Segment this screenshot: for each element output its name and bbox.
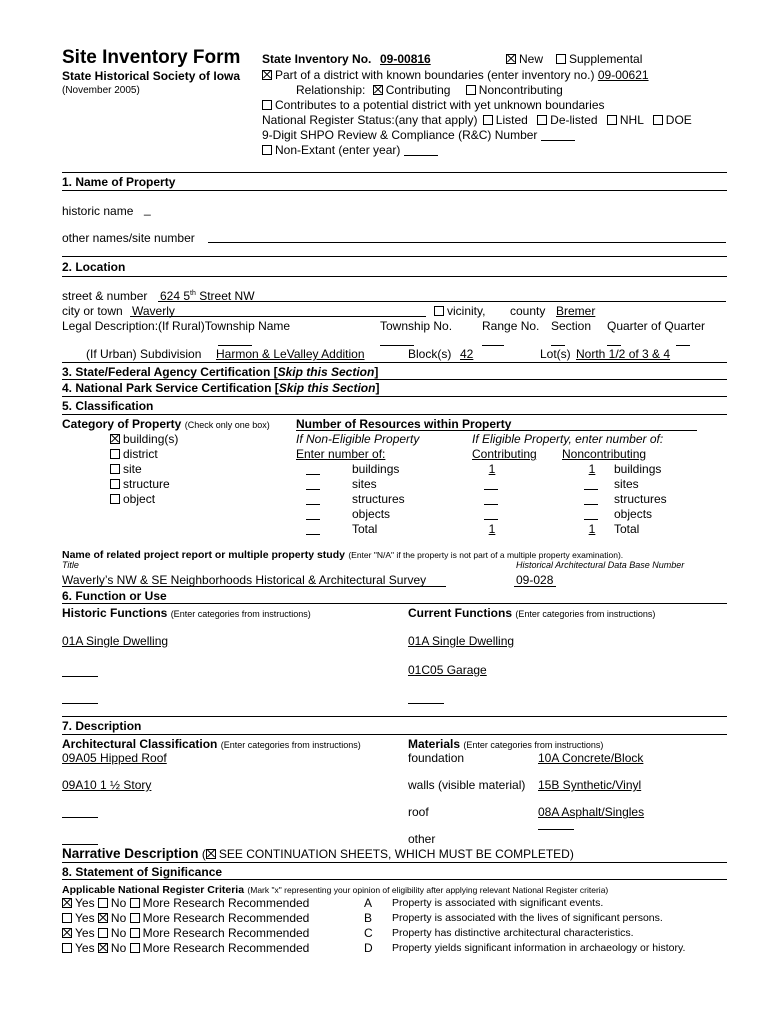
district-number[interactable]: 09-00621 bbox=[597, 68, 649, 82]
contributing-count[interactable]: 1 bbox=[488, 522, 496, 536]
divider bbox=[62, 276, 727, 277]
study-title-underline bbox=[62, 586, 446, 587]
category-site[interactable]: site bbox=[110, 463, 142, 475]
hadb-number-value[interactable]: 09-028 bbox=[516, 573, 554, 587]
delisted-checkbox[interactable] bbox=[537, 115, 547, 125]
section-5-heading: 5. Classification bbox=[62, 399, 154, 413]
related-study-row: Name of related project report or multiple property study (Enter "N/A" if the property is not part of a multiple property examination). bbox=[62, 549, 624, 561]
more-research-checkbox[interactable] bbox=[130, 898, 140, 908]
range-no-label: Range No. bbox=[482, 319, 540, 333]
divider bbox=[62, 716, 727, 717]
section-input[interactable] bbox=[551, 345, 565, 346]
noncontributing-count[interactable] bbox=[584, 493, 598, 505]
criterion-letter: D bbox=[364, 941, 373, 955]
contributing-count[interactable] bbox=[484, 493, 498, 505]
section-4-heading: 4. National Park Service Certification [Skip this Section] bbox=[62, 381, 380, 395]
more-research-checkbox[interactable] bbox=[130, 943, 140, 953]
township-name-input[interactable] bbox=[218, 345, 252, 346]
arch-class-1[interactable]: 09A05 Hipped Roof bbox=[62, 751, 167, 765]
roof-value[interactable]: 08A Asphalt/Singles bbox=[538, 805, 645, 819]
divider bbox=[62, 172, 727, 173]
delisted-label: De-listed bbox=[550, 113, 598, 127]
city-underline bbox=[130, 316, 426, 317]
vicinity-label: vicinity, bbox=[447, 304, 486, 318]
non-eligible-count-input[interactable] bbox=[306, 478, 320, 490]
street-underline bbox=[158, 301, 726, 302]
arch-class-heading: Architectural Classification (Enter categories from instructions) bbox=[62, 737, 361, 751]
inventory-number[interactable]: 09-00816 bbox=[380, 52, 431, 66]
legal-description-label: Legal Description:(If Rural)Township Name bbox=[62, 319, 291, 333]
new-label: New bbox=[519, 52, 544, 66]
current-function-1[interactable]: 01A Single Dwelling bbox=[408, 634, 515, 648]
section-1-heading: 1. Name of Property bbox=[62, 175, 176, 189]
criteria-heading: Applicable National Register Criteria (Mark "x" representing your opinion of eligibility after applying relevant National Register criteria) bbox=[62, 884, 609, 896]
form-title: Site Inventory Form bbox=[62, 47, 241, 68]
district-checkbox[interactable] bbox=[262, 70, 272, 80]
enter-number-label: Enter number of: bbox=[296, 447, 386, 461]
arch-class-3[interactable] bbox=[62, 817, 98, 818]
county-label: county bbox=[510, 304, 546, 318]
noncontributing-count[interactable] bbox=[584, 478, 598, 490]
no-label: No bbox=[110, 911, 127, 925]
contributing-count[interactable]: 1 bbox=[488, 462, 496, 476]
historic-functions-heading: Historic Functions (Enter categories from instructions) bbox=[62, 606, 311, 620]
district-option[interactable] bbox=[262, 69, 649, 81]
resources-heading: Number of Resources within Property bbox=[296, 417, 512, 431]
potential-district-option[interactable] bbox=[262, 99, 605, 111]
supplemental-label: Supplemental bbox=[569, 52, 643, 66]
criterion-row bbox=[62, 927, 309, 939]
walls-label: walls (visible material) bbox=[408, 778, 526, 792]
block-label: Block(s) bbox=[408, 347, 452, 361]
current-function-3[interactable] bbox=[408, 703, 444, 704]
historic-name-label: historic name bbox=[62, 204, 134, 218]
divider bbox=[62, 734, 727, 735]
criterion-letter: C bbox=[364, 926, 373, 940]
criterion-row bbox=[62, 912, 309, 924]
nonextant-checkbox[interactable] bbox=[262, 145, 272, 155]
resource-label: buildings bbox=[352, 462, 400, 476]
nonextant-label: Non-Extant (enter year) bbox=[275, 143, 401, 157]
hadb-label: Historical Architectural Data Base Number bbox=[516, 560, 685, 570]
criterion-row bbox=[62, 942, 309, 954]
contributing-count[interactable] bbox=[484, 508, 498, 520]
urban-subdivision-label: (If Urban) Subdivision bbox=[86, 347, 202, 361]
nonextant-option[interactable] bbox=[262, 144, 438, 156]
current-function-2[interactable]: 01C05 Garage bbox=[408, 663, 487, 677]
street-value[interactable]: 624 5th Street NW bbox=[160, 289, 255, 303]
hadb-underline bbox=[514, 586, 556, 587]
yes-checkbox[interactable] bbox=[62, 913, 72, 923]
more-research-checkbox[interactable] bbox=[130, 928, 140, 938]
resource-label-eligible: buildings bbox=[614, 462, 662, 476]
new-option[interactable] bbox=[506, 53, 543, 65]
inventory-label: State Inventory No. bbox=[262, 52, 372, 66]
quarter-label: Quarter of Quarter bbox=[607, 319, 706, 333]
section-2-heading: 2. Location bbox=[62, 260, 126, 274]
category-building[interactable]: building(s) bbox=[110, 433, 178, 445]
section-8-heading: 8. Statement of Significance bbox=[62, 865, 223, 879]
potential-district-label: Contributes to a potential district with yet unknown boundaries bbox=[275, 98, 605, 112]
more-research-label: More Research Recommended bbox=[142, 896, 310, 910]
category-heading: Category of Property (Check only one box) bbox=[62, 417, 270, 431]
range-no-input[interactable] bbox=[482, 345, 504, 346]
listed-label: Listed bbox=[495, 113, 528, 127]
other-label: other bbox=[408, 832, 436, 846]
eligible-label: If Eligible Property, enter number of: bbox=[472, 432, 664, 446]
shpo-label: 9-Digit SHPO Review & Compliance (R&C) Number bbox=[262, 128, 538, 142]
category-structure[interactable]: structure bbox=[110, 478, 170, 490]
yes-checkbox[interactable] bbox=[62, 898, 72, 908]
foundation-label: foundation bbox=[408, 751, 465, 765]
potential-district-checkbox[interactable] bbox=[262, 100, 272, 110]
section-7-heading: 7. Description bbox=[62, 719, 142, 733]
district-label: Part of a district with known boundaries (enter inventory no.) bbox=[275, 68, 595, 82]
shpo-input[interactable] bbox=[541, 130, 575, 141]
yes-label: Yes bbox=[75, 911, 95, 925]
other-names-input[interactable] bbox=[208, 242, 726, 243]
no-label: No bbox=[110, 896, 127, 910]
site-checkbox[interactable] bbox=[110, 464, 120, 474]
quarter-of-quarter-input[interactable] bbox=[676, 345, 690, 346]
more-research-label: More Research Recommended bbox=[142, 911, 310, 925]
vicinity-option[interactable] bbox=[434, 305, 485, 317]
current-functions-heading: Current Functions (Enter categories from instructions) bbox=[408, 606, 656, 620]
no-checkbox[interactable] bbox=[98, 943, 108, 953]
category-object[interactable]: object bbox=[110, 493, 155, 505]
materials-heading: Materials (Enter categories from instructions) bbox=[408, 737, 604, 751]
resource-label-eligible: objects bbox=[614, 507, 653, 521]
other-names-label: other names/site number bbox=[62, 231, 195, 245]
divider bbox=[62, 603, 727, 604]
contributing-label: Contributing bbox=[385, 83, 451, 97]
county-value[interactable]: Bremer bbox=[556, 304, 596, 318]
resource-label: sites bbox=[352, 477, 377, 491]
lots-label: Lot(s) bbox=[540, 347, 571, 361]
object-checkbox[interactable] bbox=[110, 494, 120, 504]
arch-class-2[interactable]: 09A10 1 ½ Story bbox=[62, 778, 152, 792]
criterion-text: Property yields significant information in archaeology or history. bbox=[392, 942, 686, 954]
supplemental-checkbox[interactable] bbox=[556, 54, 566, 64]
section-6-heading: 6. Function or Use bbox=[62, 589, 167, 603]
historic-function-1[interactable]: 01A Single Dwelling bbox=[62, 634, 169, 648]
divider bbox=[62, 414, 727, 415]
section-3-heading: 3. State/Federal Agency Certification [Skip this Section] bbox=[62, 365, 379, 379]
shpo-row bbox=[262, 129, 575, 141]
resource-label-eligible: sites bbox=[614, 477, 639, 491]
section-label: Section bbox=[551, 319, 592, 333]
contributing-checkbox[interactable] bbox=[373, 85, 383, 95]
divider bbox=[62, 379, 727, 380]
no-label: No bbox=[110, 941, 127, 955]
divider bbox=[62, 396, 727, 397]
supplemental-option[interactable] bbox=[556, 53, 642, 65]
yes-label: Yes bbox=[75, 926, 95, 940]
non-eligible-label: If Non-Eligible Property bbox=[296, 432, 420, 446]
foundation-value[interactable]: 10A Concrete/Block bbox=[538, 751, 644, 765]
building-checkbox[interactable] bbox=[110, 434, 120, 444]
criterion-letter: A bbox=[364, 896, 373, 910]
more-research-label: More Research Recommended bbox=[142, 926, 310, 940]
noncontributing-checkbox[interactable] bbox=[466, 85, 476, 95]
vicinity-checkbox[interactable] bbox=[434, 306, 444, 316]
divider bbox=[62, 190, 727, 191]
historic-function-2[interactable] bbox=[62, 676, 98, 677]
other-input[interactable] bbox=[538, 829, 574, 830]
narrative-row: Narrative Description ( SEE CONTINUATION SHEETS, WHICH MUST BE COMPLETED) bbox=[62, 846, 574, 861]
arch-class-4[interactable] bbox=[62, 844, 98, 845]
street-label: street & number bbox=[62, 289, 148, 303]
district-category-checkbox[interactable] bbox=[110, 449, 120, 459]
title-label: Title bbox=[62, 560, 79, 570]
resource-label: structures bbox=[352, 492, 405, 506]
no-label: No bbox=[110, 926, 127, 940]
lots-value[interactable]: North 1/2 of 3 & 4 bbox=[576, 347, 671, 361]
nonextant-year-input[interactable] bbox=[404, 145, 438, 156]
roof-label: roof bbox=[408, 805, 429, 819]
relationship-row bbox=[296, 84, 563, 96]
yes-label: Yes bbox=[75, 941, 95, 955]
subdivision-value[interactable]: Harmon & LeValley Addition bbox=[216, 347, 365, 361]
nhl-label: NHL bbox=[619, 113, 644, 127]
noncontributing-count[interactable]: 1 bbox=[588, 522, 596, 536]
yes-checkbox[interactable] bbox=[62, 928, 72, 938]
noncontributing-label: Noncontributing bbox=[478, 83, 563, 97]
historic-function-3[interactable] bbox=[62, 703, 98, 704]
non-eligible-count-input[interactable] bbox=[306, 508, 320, 520]
yes-checkbox[interactable] bbox=[62, 943, 72, 953]
relationship-label: Relationship: bbox=[296, 83, 366, 97]
township-no-input[interactable] bbox=[380, 345, 414, 346]
historic-name-value[interactable]: _ bbox=[144, 202, 151, 216]
contributing-column: Contributing bbox=[472, 447, 537, 461]
divider bbox=[62, 256, 727, 257]
quarter-input[interactable] bbox=[607, 345, 621, 346]
category-district[interactable]: district bbox=[110, 448, 158, 460]
resources-underline bbox=[296, 430, 697, 431]
divider bbox=[62, 862, 727, 863]
criterion-text: Property is associated with significant events. bbox=[392, 897, 604, 909]
non-eligible-count-input[interactable] bbox=[306, 493, 320, 505]
resource-label-eligible: Total bbox=[614, 522, 640, 536]
doe-label: DOE bbox=[665, 113, 692, 127]
non-eligible-count-input[interactable] bbox=[306, 523, 320, 535]
resource-label: Total bbox=[352, 522, 378, 536]
nr-status-row bbox=[262, 114, 692, 126]
criterion-text: Property is associated with the lives of significant persons. bbox=[392, 912, 663, 924]
walls-value[interactable]: 15B Synthetic/Vinyl bbox=[538, 778, 642, 792]
city-label: city or town bbox=[62, 304, 123, 318]
criterion-row bbox=[62, 897, 309, 909]
criterion-letter: B bbox=[364, 911, 373, 925]
doe-checkbox[interactable] bbox=[653, 115, 663, 125]
contributing-count[interactable] bbox=[484, 478, 498, 490]
resource-label: objects bbox=[352, 507, 391, 521]
township-no-label: Township No. bbox=[380, 319, 453, 333]
city-value[interactable]: Waverly bbox=[132, 304, 175, 318]
no-checkbox[interactable] bbox=[98, 913, 108, 923]
nr-status-label: National Register Status:(any that apply) bbox=[262, 113, 478, 127]
no-checkbox[interactable] bbox=[98, 928, 108, 938]
org-name: State Historical Society of Iowa bbox=[62, 69, 241, 83]
criterion-text: Property has distinctive architectural characteristics. bbox=[392, 927, 634, 939]
non-eligible-count-input[interactable] bbox=[306, 463, 320, 475]
structure-checkbox[interactable] bbox=[110, 479, 120, 489]
study-title-value[interactable]: Waverly’s NW & SE Neighborhoods Historical & Architectural Survey bbox=[62, 573, 427, 587]
no-checkbox[interactable] bbox=[98, 898, 108, 908]
divider bbox=[62, 879, 727, 880]
new-checkbox[interactable] bbox=[506, 54, 516, 64]
listed-checkbox[interactable] bbox=[483, 115, 493, 125]
noncontributing-count[interactable] bbox=[584, 508, 598, 520]
noncontributing-column: Noncontributing bbox=[562, 447, 647, 461]
more-research-label: More Research Recommended bbox=[142, 941, 310, 955]
noncontributing-count[interactable]: 1 bbox=[588, 462, 596, 476]
form-date: (November 2005) bbox=[62, 85, 140, 96]
nhl-checkbox[interactable] bbox=[607, 115, 617, 125]
yes-label: Yes bbox=[75, 896, 95, 910]
resource-label-eligible: structures bbox=[614, 492, 667, 506]
narrative-checkbox[interactable] bbox=[206, 849, 216, 859]
more-research-checkbox[interactable] bbox=[130, 913, 140, 923]
block-value[interactable]: 42 bbox=[460, 347, 474, 361]
divider bbox=[62, 362, 727, 363]
